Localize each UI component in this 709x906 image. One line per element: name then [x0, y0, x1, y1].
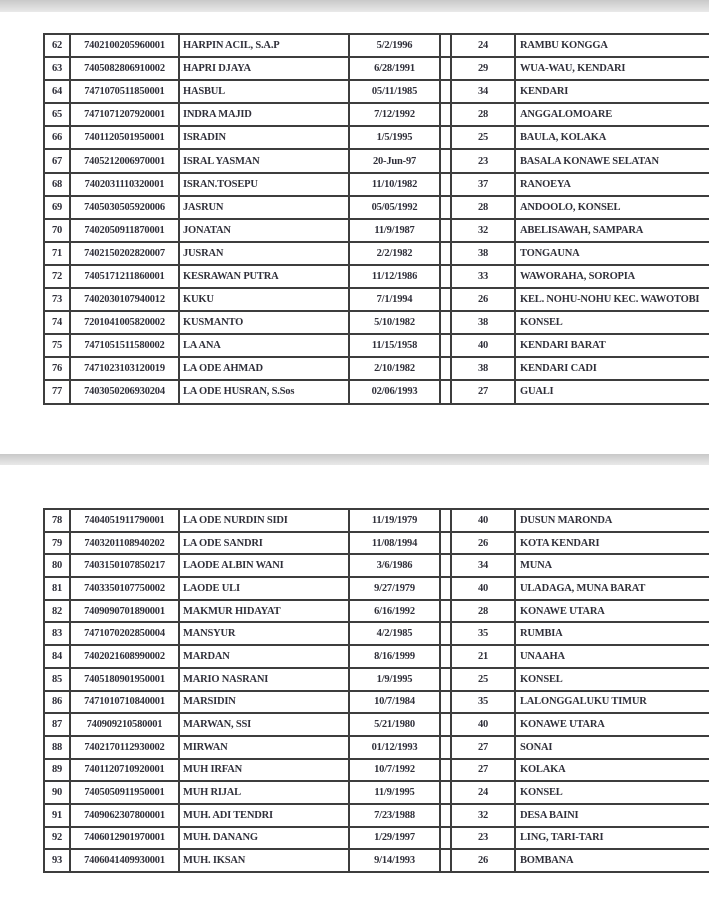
cell-id_number: 7403201108940202 [70, 532, 179, 555]
page-separator-top [0, 0, 709, 12]
cell-age: 34 [451, 554, 515, 577]
cell-name: MARWAN, SSI [179, 713, 349, 736]
cell-row_number: 62 [44, 34, 70, 57]
cell-age: 32 [451, 219, 515, 242]
cell-row_number: 74 [44, 311, 70, 334]
cell-name: MARSIDIN [179, 691, 349, 714]
cell-age: 38 [451, 311, 515, 334]
table-row [44, 668, 709, 691]
cell-location: RUMBIA [515, 622, 709, 645]
table-row [44, 242, 709, 265]
cell-birth_date: 01/12/1993 [349, 736, 440, 759]
cell-location: KENDARI CADI [515, 357, 709, 380]
cell-id_number: 7405171211860001 [70, 265, 179, 288]
cell-id_number: 7402170112930002 [70, 736, 179, 759]
cell-name: LAODE ALBIN WANI [179, 554, 349, 577]
cell-age: 40 [451, 713, 515, 736]
cell-birth_date: 1/9/1995 [349, 668, 440, 691]
cell-id_number: 7471010710840001 [70, 691, 179, 714]
cell-name: LAODE ULI [179, 577, 349, 600]
cell-birth_date: 11/9/1995 [349, 781, 440, 804]
cell-row_number: 70 [44, 219, 70, 242]
column-gap [440, 311, 451, 334]
cell-name: LA ODE HUSRAN, S.Sos [179, 380, 349, 403]
cell-age: 21 [451, 645, 515, 668]
column-gap [440, 736, 451, 759]
cell-row_number: 68 [44, 173, 70, 196]
cell-age: 23 [451, 827, 515, 850]
cell-id_number: 7403150107850217 [70, 554, 179, 577]
cell-location: DUSUN MARONDA [515, 509, 709, 532]
cell-name: MUH IRFAN [179, 759, 349, 782]
cell-location: MUNA [515, 554, 709, 577]
cell-age: 40 [451, 509, 515, 532]
column-gap [440, 288, 451, 311]
cell-birth_date: 10/7/1984 [349, 691, 440, 714]
cell-row_number: 77 [44, 380, 70, 403]
cell-age: 34 [451, 80, 515, 103]
cell-row_number: 72 [44, 265, 70, 288]
cell-id_number: 7402030107940012 [70, 288, 179, 311]
table-row [44, 600, 709, 623]
table-row [44, 622, 709, 645]
cell-age: 35 [451, 691, 515, 714]
cell-id_number: 7201041005820002 [70, 311, 179, 334]
column-gap [440, 334, 451, 357]
column-gap [440, 80, 451, 103]
cell-id_number: 7471070511850001 [70, 80, 179, 103]
cell-birth_date: 7/23/1988 [349, 804, 440, 827]
column-gap [440, 196, 451, 219]
cell-birth_date: 9/27/1979 [349, 577, 440, 600]
cell-name: LA ODE AHMAD [179, 357, 349, 380]
table-row [44, 691, 709, 714]
table-row [44, 126, 709, 149]
table-row [44, 311, 709, 334]
cell-name: MUH RIJAL [179, 781, 349, 804]
cell-name: JUSRAN [179, 242, 349, 265]
cell-birth_date: 05/05/1992 [349, 196, 440, 219]
cell-row_number: 65 [44, 103, 70, 126]
cell-id_number: 7405050911950001 [70, 781, 179, 804]
cell-id_number: 7405030505920006 [70, 196, 179, 219]
cell-name: JASRUN [179, 196, 349, 219]
cell-id_number: 7405082806910002 [70, 57, 179, 80]
cell-name: LA ODE NURDIN SIDI [179, 509, 349, 532]
cell-age: 40 [451, 577, 515, 600]
cell-id_number: 7409090701890001 [70, 600, 179, 623]
cell-birth_date: 11/15/1958 [349, 334, 440, 357]
table-row [44, 57, 709, 80]
cell-location: WAWORAHA, SOROPIA [515, 265, 709, 288]
column-gap [440, 103, 451, 126]
cell-row_number: 92 [44, 827, 70, 850]
column-gap [440, 804, 451, 827]
cell-age: 38 [451, 357, 515, 380]
table-row [44, 781, 709, 804]
cell-location: WUA-WAU, KENDARI [515, 57, 709, 80]
cell-name: HARPIN ACIL, S.A.P [179, 34, 349, 57]
cell-location: ANDOOLO, KONSEL [515, 196, 709, 219]
cell-row_number: 78 [44, 509, 70, 532]
cell-name: LA ANA [179, 334, 349, 357]
table-row [44, 713, 709, 736]
records-table-page-1 [43, 33, 709, 405]
cell-id_number: 7409062307800001 [70, 804, 179, 827]
cell-age: 38 [451, 242, 515, 265]
cell-row_number: 71 [44, 242, 70, 265]
cell-row_number: 90 [44, 781, 70, 804]
cell-name: KUSMANTO [179, 311, 349, 334]
cell-id_number: 7404051911790001 [70, 509, 179, 532]
cell-location: RANOEYA [515, 173, 709, 196]
cell-age: 26 [451, 849, 515, 872]
cell-birth_date: 5/21/1980 [349, 713, 440, 736]
cell-location: KONSEL [515, 781, 709, 804]
column-gap [440, 713, 451, 736]
cell-location: BASALA KONAWE SELATAN [515, 149, 709, 172]
cell-row_number: 84 [44, 645, 70, 668]
cell-row_number: 89 [44, 759, 70, 782]
cell-age: 24 [451, 781, 515, 804]
cell-birth_date: 11/9/1987 [349, 219, 440, 242]
column-gap [440, 532, 451, 555]
cell-birth_date: 2/2/1982 [349, 242, 440, 265]
cell-id_number: 7471023103120019 [70, 357, 179, 380]
table-row [44, 357, 709, 380]
column-gap [440, 126, 451, 149]
cell-age: 37 [451, 173, 515, 196]
column-gap [440, 149, 451, 172]
cell-id_number: 7471051511580002 [70, 334, 179, 357]
column-gap [440, 849, 451, 872]
cell-name: HAPRI DJAYA [179, 57, 349, 80]
cell-age: 40 [451, 334, 515, 357]
table-row [44, 34, 709, 57]
cell-birth_date: 05/11/1985 [349, 80, 440, 103]
cell-row_number: 80 [44, 554, 70, 577]
cell-location: ABELISAWAH, SAMPARA [515, 219, 709, 242]
column-gap [440, 668, 451, 691]
cell-id_number: 7403050206930204 [70, 380, 179, 403]
column-gap [440, 380, 451, 403]
cell-row_number: 67 [44, 149, 70, 172]
cell-birth_date: 6/28/1991 [349, 57, 440, 80]
table-row [44, 80, 709, 103]
cell-location: TONGAUNA [515, 242, 709, 265]
cell-age: 27 [451, 759, 515, 782]
cell-location: KONAWE UTARA [515, 713, 709, 736]
cell-location: SONAI [515, 736, 709, 759]
cell-age: 27 [451, 380, 515, 403]
cell-age: 26 [451, 532, 515, 555]
cell-birth_date: 11/12/1986 [349, 265, 440, 288]
cell-name: MANSYUR [179, 622, 349, 645]
cell-birth_date: 1/29/1997 [349, 827, 440, 850]
cell-birth_date: 8/16/1999 [349, 645, 440, 668]
cell-location: ULADAGA, MUNA BARAT [515, 577, 709, 600]
cell-id_number: 7403350107750002 [70, 577, 179, 600]
cell-name: MUH. DANANG [179, 827, 349, 850]
cell-row_number: 82 [44, 600, 70, 623]
records-table-page-2 [43, 508, 709, 873]
cell-location: KEL. NOHU-NOHU KEC. WAWOTOBI [515, 288, 709, 311]
column-gap [440, 34, 451, 57]
cell-id_number: 7401120501950001 [70, 126, 179, 149]
cell-name: MARIO NASRANI [179, 668, 349, 691]
cell-birth_date: 20-Jun-97 [349, 149, 440, 172]
cell-birth_date: 9/14/1993 [349, 849, 440, 872]
cell-location: KONSEL [515, 668, 709, 691]
cell-row_number: 91 [44, 804, 70, 827]
cell-birth_date: 7/1/1994 [349, 288, 440, 311]
cell-id_number: 7402031110320001 [70, 173, 179, 196]
cell-name: MUH. IKSAN [179, 849, 349, 872]
cell-location: RAMBU KONGGA [515, 34, 709, 57]
cell-age: 24 [451, 34, 515, 57]
cell-location: BAULA, KOLAKA [515, 126, 709, 149]
cell-birth_date: 2/10/1982 [349, 357, 440, 380]
table-row [44, 334, 709, 357]
cell-id_number: 7402150202820007 [70, 242, 179, 265]
table-row [44, 759, 709, 782]
column-gap [440, 691, 451, 714]
column-gap [440, 357, 451, 380]
cell-id_number: 740909210580001 [70, 713, 179, 736]
cell-row_number: 93 [44, 849, 70, 872]
table-row [44, 849, 709, 872]
cell-age: 28 [451, 103, 515, 126]
cell-age: 25 [451, 126, 515, 149]
table-row [44, 554, 709, 577]
cell-row_number: 75 [44, 334, 70, 357]
column-gap [440, 173, 451, 196]
column-gap [440, 622, 451, 645]
cell-name: MUH. ADI TENDRI [179, 804, 349, 827]
cell-birth_date: 7/12/1992 [349, 103, 440, 126]
cell-name: MAKMUR HIDAYAT [179, 600, 349, 623]
table-row [44, 645, 709, 668]
column-gap [440, 759, 451, 782]
cell-birth_date: 11/19/1979 [349, 509, 440, 532]
column-gap [440, 265, 451, 288]
cell-row_number: 63 [44, 57, 70, 80]
table-row [44, 265, 709, 288]
cell-location: KONSEL [515, 311, 709, 334]
cell-id_number: 7405212006970001 [70, 149, 179, 172]
column-gap [440, 554, 451, 577]
cell-name: MARDAN [179, 645, 349, 668]
cell-name: INDRA MAJID [179, 103, 349, 126]
cell-age: 26 [451, 288, 515, 311]
cell-age: 32 [451, 804, 515, 827]
table-row [44, 736, 709, 759]
cell-age: 33 [451, 265, 515, 288]
cell-birth_date: 02/06/1993 [349, 380, 440, 403]
table-row [44, 804, 709, 827]
cell-location: LING, TARI-TARI [515, 827, 709, 850]
cell-row_number: 73 [44, 288, 70, 311]
table-row [44, 196, 709, 219]
cell-row_number: 64 [44, 80, 70, 103]
cell-id_number: 7406012901970001 [70, 827, 179, 850]
table-row [44, 173, 709, 196]
table-row [44, 380, 709, 403]
page-separator-middle [0, 454, 709, 465]
cell-age: 23 [451, 149, 515, 172]
cell-birth_date: 11/10/1982 [349, 173, 440, 196]
table-row [44, 219, 709, 242]
cell-row_number: 88 [44, 736, 70, 759]
cell-row_number: 76 [44, 357, 70, 380]
table-row [44, 103, 709, 126]
cell-location: UNAAHA [515, 645, 709, 668]
cell-name: ISRAL YASMAN [179, 149, 349, 172]
cell-name: LA ODE SANDRI [179, 532, 349, 555]
cell-name: HASBUL [179, 80, 349, 103]
cell-row_number: 79 [44, 532, 70, 555]
cell-birth_date: 3/6/1986 [349, 554, 440, 577]
cell-name: MIRWAN [179, 736, 349, 759]
cell-name: ISRADIN [179, 126, 349, 149]
cell-row_number: 86 [44, 691, 70, 714]
cell-row_number: 85 [44, 668, 70, 691]
column-gap [440, 645, 451, 668]
cell-location: ANGGALOMOARE [515, 103, 709, 126]
column-gap [440, 781, 451, 804]
column-gap [440, 219, 451, 242]
cell-row_number: 81 [44, 577, 70, 600]
column-gap [440, 57, 451, 80]
cell-birth_date: 1/5/1995 [349, 126, 440, 149]
column-gap [440, 600, 451, 623]
cell-row_number: 83 [44, 622, 70, 645]
cell-location: KONAWE UTARA [515, 600, 709, 623]
table-row [44, 827, 709, 850]
cell-location: BOMBANA [515, 849, 709, 872]
cell-location: LALONGGALUKU TIMUR [515, 691, 709, 714]
column-gap [440, 509, 451, 532]
cell-location: KOLAKA [515, 759, 709, 782]
cell-name: JONATAN [179, 219, 349, 242]
cell-age: 29 [451, 57, 515, 80]
cell-age: 35 [451, 622, 515, 645]
table-row [44, 149, 709, 172]
column-gap [440, 577, 451, 600]
cell-location: KENDARI BARAT [515, 334, 709, 357]
table-row [44, 288, 709, 311]
cell-birth_date: 10/7/1992 [349, 759, 440, 782]
cell-age: 25 [451, 668, 515, 691]
cell-location: KENDARI [515, 80, 709, 103]
cell-id_number: 7402100205960001 [70, 34, 179, 57]
cell-location: DESA BAINI [515, 804, 709, 827]
cell-name: ISRAN.TOSEPU [179, 173, 349, 196]
cell-id_number: 7405180901950001 [70, 668, 179, 691]
column-gap [440, 827, 451, 850]
cell-birth_date: 5/10/1982 [349, 311, 440, 334]
cell-id_number: 7471071207920001 [70, 103, 179, 126]
cell-location: GUALI [515, 380, 709, 403]
cell-name: KUKU [179, 288, 349, 311]
cell-age: 28 [451, 600, 515, 623]
cell-birth_date: 6/16/1992 [349, 600, 440, 623]
cell-id_number: 7401120710920001 [70, 759, 179, 782]
cell-age: 27 [451, 736, 515, 759]
cell-row_number: 66 [44, 126, 70, 149]
cell-birth_date: 4/2/1985 [349, 622, 440, 645]
cell-birth_date: 5/2/1996 [349, 34, 440, 57]
cell-id_number: 7471070202850004 [70, 622, 179, 645]
table-row [44, 532, 709, 555]
cell-age: 28 [451, 196, 515, 219]
cell-name: KESRAWAN PUTRA [179, 265, 349, 288]
table-row [44, 509, 709, 532]
cell-row_number: 87 [44, 713, 70, 736]
cell-id_number: 7402050911870001 [70, 219, 179, 242]
cell-birth_date: 11/08/1994 [349, 532, 440, 555]
table-row [44, 577, 709, 600]
cell-id_number: 7402021608990002 [70, 645, 179, 668]
cell-id_number: 7406041409930001 [70, 849, 179, 872]
cell-location: KOTA KENDARI [515, 532, 709, 555]
column-gap [440, 242, 451, 265]
cell-row_number: 69 [44, 196, 70, 219]
